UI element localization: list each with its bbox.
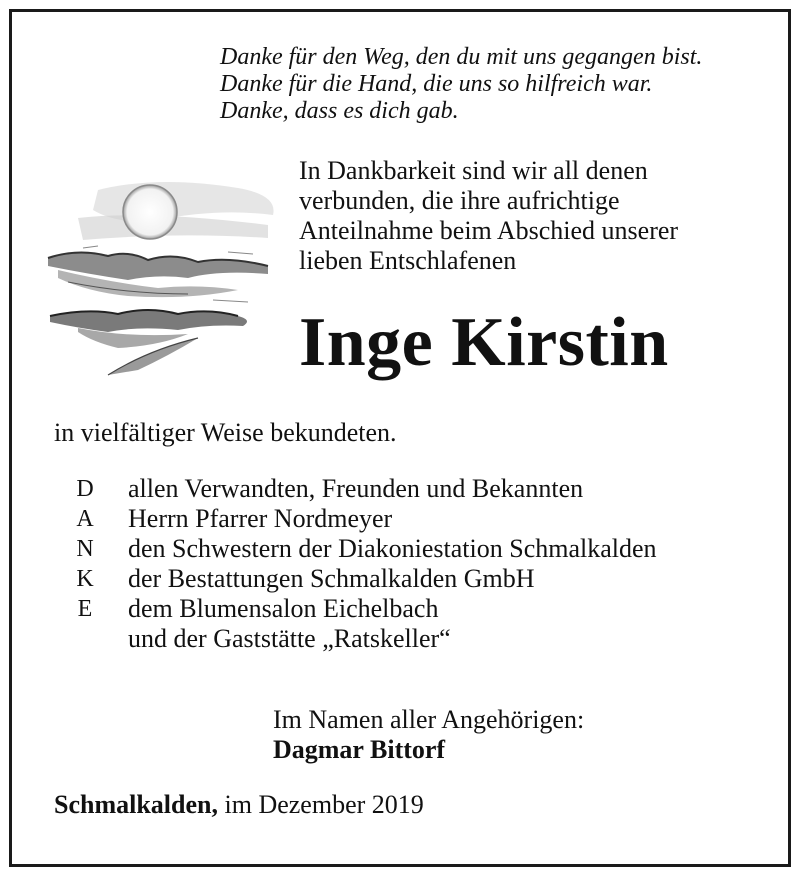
acrostic-letter: D — [76, 476, 94, 502]
list-item: und der Gaststätte „Ratskeller“ — [128, 624, 451, 653]
acrostic-letter: A — [76, 506, 94, 532]
thanks-list — [128, 474, 657, 654]
deceased-name: Inge Kirstin — [299, 304, 669, 381]
place-date — [54, 790, 424, 820]
acrostic-letter: N — [76, 536, 94, 562]
intro-line: lieben Entschlafenen — [299, 246, 517, 275]
intro-line: In Dankbarkeit sind wir all denen — [299, 156, 648, 185]
after-name-text: in vielfältiger Weise bekundeten. — [54, 418, 397, 447]
list-item: den Schwestern der Diakoniestation Schmalkalden — [128, 534, 657, 563]
intro-line: verbunden, die ihre aufrichtige — [299, 186, 620, 215]
gratitude-intro — [299, 156, 678, 276]
danke-acrostic — [70, 474, 100, 624]
date: im Dezember 2019 — [224, 790, 424, 819]
sunset-landscape-illustration — [38, 170, 288, 385]
poem-line: Danke für den Weg, den du mit uns gegangen bist. — [220, 44, 703, 70]
list-item: dem Blumensalon Eichelbach — [128, 594, 439, 623]
closing-line: Im Namen aller Angehörigen: — [273, 705, 585, 734]
list-item: Herrn Pfarrer Nordmeyer — [128, 504, 393, 533]
intro-line: Anteilnahme beim Abschied unserer — [299, 216, 679, 245]
closing-block — [273, 705, 584, 765]
acrostic-letter: K — [76, 566, 94, 592]
acrostic-letter: E — [77, 596, 93, 622]
poem-line: Danke, dass es dich gab. — [220, 98, 459, 124]
list-item: allen Verwandten, Freunden und Bekannten — [128, 474, 584, 503]
signer-name: Dagmar Bittorf — [273, 735, 446, 764]
poem-line: Danke für die Hand, die uns so hilfreich war. — [220, 71, 653, 97]
list-item: der Bestattungen Schmalkalden GmbH — [128, 564, 535, 593]
place: Schmalkalden, — [54, 790, 218, 819]
poem — [220, 44, 702, 125]
